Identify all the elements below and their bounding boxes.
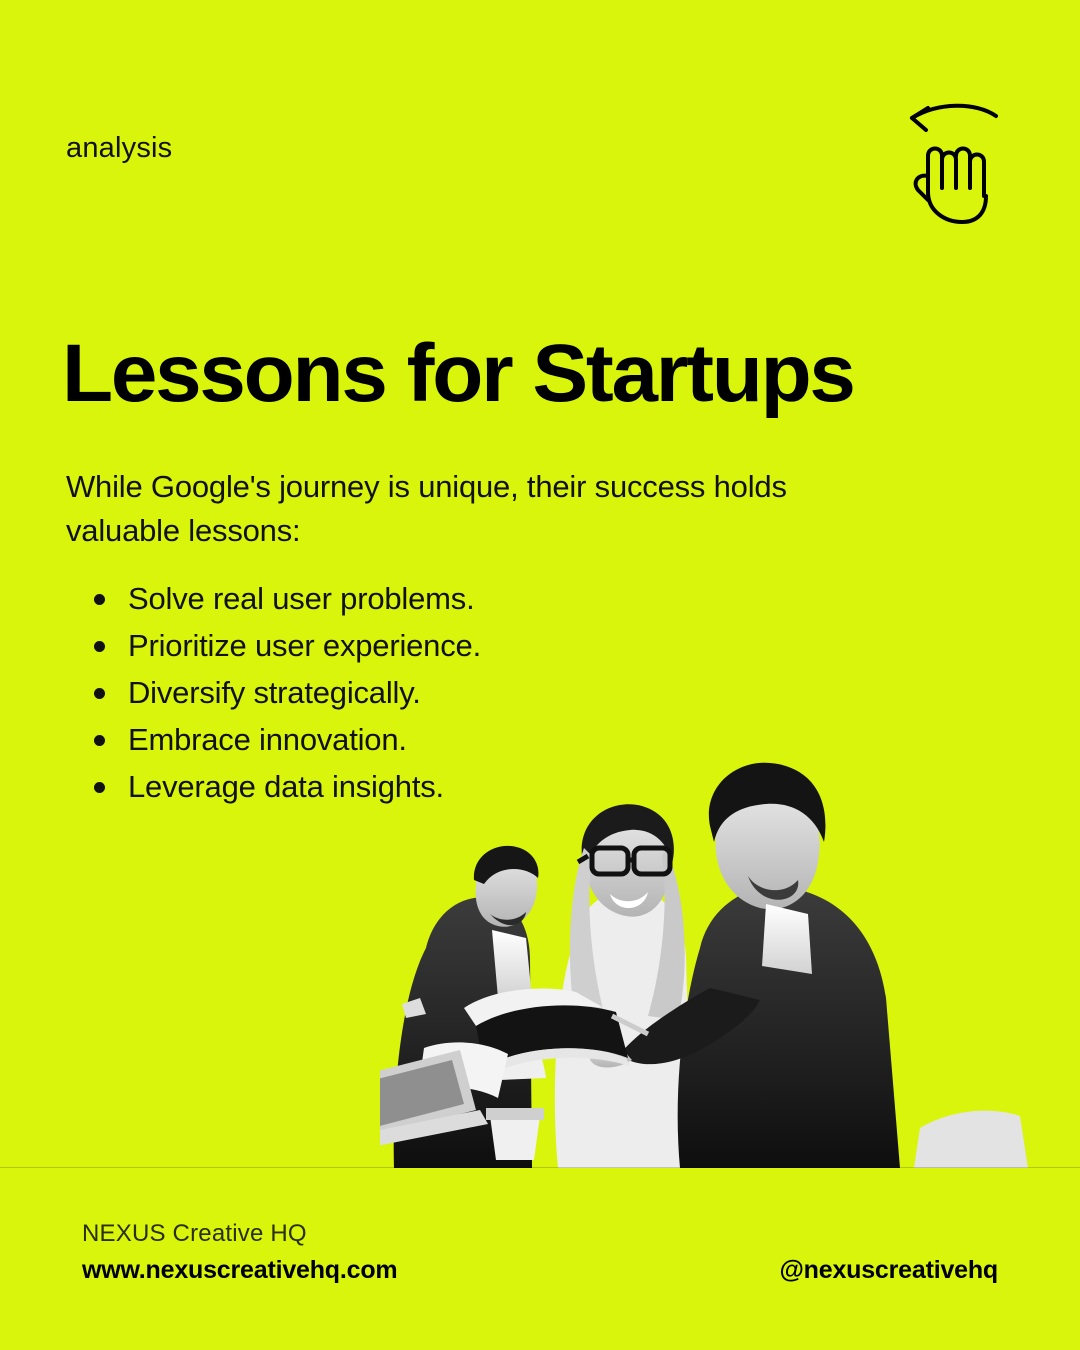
brand-handle[interactable]: @nexuscreativehq xyxy=(779,1256,998,1284)
page-title: Lessons for Startups xyxy=(62,327,854,419)
brand-name: NEXUS Creative HQ xyxy=(82,1220,307,1247)
footer xyxy=(0,1168,1080,1350)
list-item: Diversify strategically. xyxy=(86,669,786,716)
list-item: Embrace innovation. xyxy=(86,716,786,763)
list-item: Leverage data insights. xyxy=(86,763,786,810)
eyebrow-label: analysis xyxy=(66,132,173,164)
list-item: Prioritize user experience. xyxy=(86,622,786,669)
list-item: Solve real user problems. xyxy=(86,575,786,622)
hand-tap-icon xyxy=(898,96,1018,226)
team-photo xyxy=(380,698,1080,1168)
brand-website[interactable]: www.nexuscreativehq.com xyxy=(82,1256,398,1284)
intro-paragraph: While Google's journey is unique, their success holds valuable lessons: xyxy=(66,469,787,549)
